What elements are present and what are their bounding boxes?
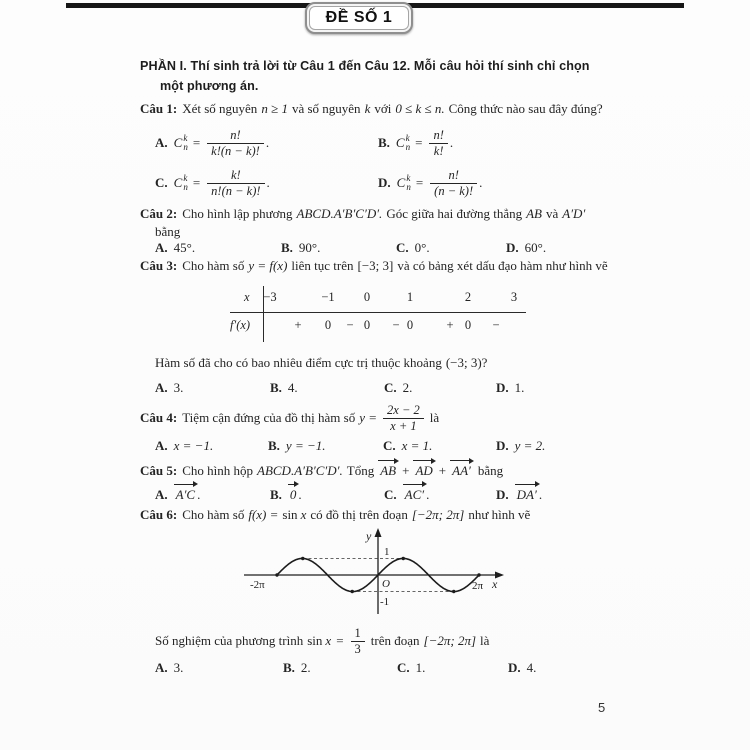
q2-option-c: C. 0°. — [396, 240, 430, 255]
q4-option-d: D. y = 2. — [496, 438, 546, 453]
q3-option-b: B. 4. — [270, 380, 298, 395]
q2-option-a: A. 45°. — [155, 240, 196, 255]
question-1-label: Câu 1: — [140, 101, 178, 116]
question-2-text-line2: bằng — [155, 224, 181, 239]
question-6-subtext: Số nghiệm của phương trình sin x = $\frac{1}{3}$ trên đoạn [−2π; 2π] là — [155, 625, 490, 656]
graph-origin-label: O — [382, 578, 390, 590]
question-3-label: Câu 3: — [140, 258, 178, 273]
q5-option-b: B. 0 . — [270, 486, 302, 502]
graph-xmax-label: 2π — [472, 580, 484, 592]
q6-option-c: C. 1. — [397, 660, 426, 675]
sign-table-x-label: x — [244, 290, 250, 304]
question-1-text: Câu 1: Xét số nguyên n ≥ 1 và số nguyên k với 0 ≤ k ≤ n. Công thức nào sau đây đúng? — [140, 101, 603, 116]
q1-option-d: D. C k n = $\frac{n!}{(n - k)!}$ . — [378, 167, 483, 198]
question-4-text: Câu 4: Tiệm cận đứng của đồ thị hàm số y = $\frac{2x - 2}{x + 1}$ là — [140, 402, 440, 433]
graph-xmin-label: -2π — [250, 579, 265, 591]
q6-option-b: B. 2. — [283, 660, 311, 675]
question-3-subtext: Hàm số đã cho có bao nhiêu điểm cực trị thuộc khoảng (−3; 3)? — [155, 355, 488, 370]
question-2-text: Câu 2: Cho hình lập phương ABCD.A′B′C′D′. Góc giữa hai đường thẳng AB và A′D′ — [140, 206, 586, 221]
q6-option-d: D. 4. — [508, 660, 537, 675]
question-6-label: Câu 6: — [140, 507, 178, 522]
question-6-text: Câu 6: Cho hàm số f(x) = sin x có đồ thị trên đoạn [−2π; 2π] như hình vẽ — [140, 507, 531, 522]
exam-title: ĐỀ SỐ 1 — [309, 6, 409, 30]
q5-option-c: C. AC′ . — [384, 486, 430, 502]
question-2-label: Câu 2: — [140, 206, 178, 221]
q2-option-d: D. 60°. — [506, 240, 547, 255]
graph-y-label: y — [366, 529, 372, 543]
question-4-label: Câu 4: — [140, 410, 178, 425]
q5-option-a: A. A′C . — [155, 486, 201, 502]
q1-option-b: B. C k n = $\frac{n!}{k!}$ . — [378, 127, 454, 158]
q2-option-b: B. 90°. — [281, 240, 321, 255]
q1-option-a: A. C k n = $\frac{n!}{k!(n - k)!}$ . — [155, 127, 270, 158]
page-number: 5 — [598, 700, 606, 715]
q3-option-a: A. 3. — [155, 380, 184, 395]
q4-option-c: C. x = 1. — [383, 438, 433, 453]
q1-option-c: C. C k n = $\frac{k!}{n!(n - k)!}$ . — [155, 167, 270, 198]
q3-option-d: D. 1. — [496, 380, 525, 395]
question-3-text: Câu 3: Cho hàm số y = f(x) liên tục trên [−3; 3] và có bảng xét dấu đạo hàm như hình vẽ — [140, 258, 608, 273]
graph-ymax-label: 1 — [384, 546, 390, 558]
q3-option-c: C. 2. — [384, 380, 413, 395]
sign-table-fx-label: f′(x) — [230, 318, 251, 332]
sine-graph — [242, 526, 508, 618]
question-5-label: Câu 5: — [140, 463, 178, 478]
graph-x-label: x — [492, 577, 498, 591]
sign-table: x f′(x) −3 −1 0 1 2 3 + 0 − 0 − 0 + 0 − — [228, 286, 528, 342]
y-axis-arrow — [375, 528, 382, 537]
q4-option-a: A. x = −1. — [155, 438, 214, 453]
section-heading-line2: một phương án. — [160, 79, 259, 93]
exam-title-box — [305, 2, 413, 34]
q6-option-a: A. 3. — [155, 660, 184, 675]
graph-ymin-label: -1 — [380, 596, 390, 608]
section-heading-line1: PHẦN I. Thí sinh trả lời từ Câu 1 đến Câu 12. Mỗi câu hỏi thí sinh chỉ chọn — [140, 59, 590, 73]
question-5-text: Câu 5: Cho hình hộp ABCD.A′B′C′D′. Tổng AB + AD + AA′ bằng — [140, 463, 504, 478]
q5-option-d: D. DA′ . — [496, 486, 543, 502]
q4-option-b: B. y = −1. — [268, 438, 326, 453]
